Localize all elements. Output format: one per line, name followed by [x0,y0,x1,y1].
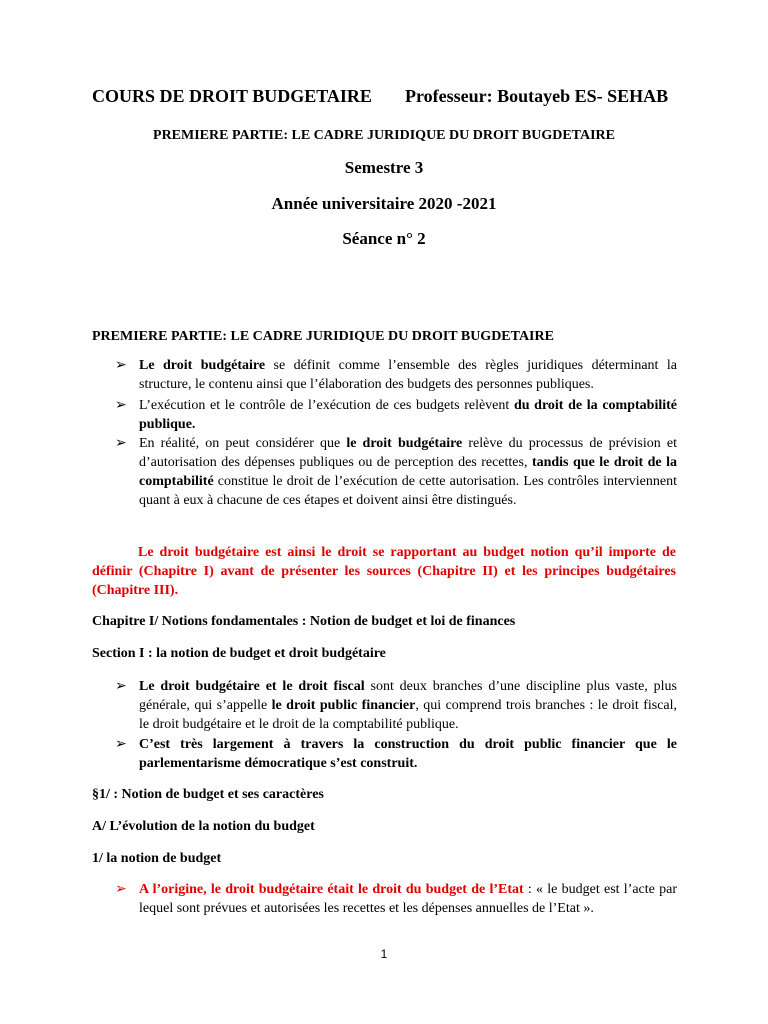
arrow-bullet-icon: ➢ [115,436,127,451]
page-number: 1 [380,947,388,961]
section-heading: Section I : la notion de budget et droit budgétaire [92,646,386,661]
bold-term: du droit de la comptabilité publique. [139,398,677,432]
list-item [115,677,677,734]
list-item [115,396,677,434]
bold-term: le droit budgétaire [346,436,463,451]
course-title: COURS DE DROIT BUDGETAIRE [92,86,372,106]
arrow-bullet-icon: ➢ [115,737,127,752]
part-title: PREMIERE PARTIE: LE CADRE JURIDIQUE DU DROIT BUGDETAIRE [92,329,554,344]
arrow-bullet-icon: ➢ [115,358,127,373]
text-run: sont deux branches d’une discipline plus vaste, plus générale, qui s’appelle [139,679,677,713]
bold-term: Le droit budgétaire et le droit fiscal [139,679,365,694]
chapter-heading: Chapitre I/ Notions fondamentales : Notion de budget et loi de finances [92,614,516,629]
arrow-bullet-icon: ➢ [115,679,127,694]
text-run: En réalité, on peut considérer que [139,436,347,451]
bold-term: le droit public financier [271,698,416,713]
text-run: L’exécution et le contrôle de l’exécution de ces budgets relèvent [139,398,514,413]
academic-year: Année universitaire 2020 -2021 [271,194,497,213]
session-number: Séance n° 2 [342,229,426,248]
part-heading: PREMIERE PARTIE: LE CADRE JURIDIQUE DU DROIT BUGDETAIRE [153,128,615,143]
list-item [115,735,677,773]
subsection-heading: A/ L’évolution de la notion du budget [92,819,315,834]
subsection-heading: 1/ la notion de budget [92,851,222,866]
red-term: A l’origine, le droit budgétaire était le droit du budget de l’Etat [139,882,524,897]
bold-term: tandis que le droit de la comptabilité [139,455,677,489]
arrow-bullet-icon: ➢ [115,882,127,897]
list-item [115,880,677,918]
paragraph-heading: §1/ : Notion de budget et ses caractères [92,787,324,802]
list-item [115,356,677,394]
professor-name: Professeur: Boutayeb ES- SEHAB [405,86,669,106]
arrow-bullet-icon: ➢ [115,398,127,413]
highlighted-paragraph: Le droit budgétaire est ainsi le droit se rapportant au budget notion qu’il importe de définir (Chapitre I) avant de présenter les sources (Chapitre II) et les principes budgétaires (Chapitre III). [92,545,676,598]
semester: Semestre 3 [344,158,424,177]
text-run: se définit comme l’ensemble des règles juridiques déterminant la structure, le contenu ainsi que l’élaboration des budgets des personnes publiques. [139,358,677,392]
text-run: constitue le droit de l’exécution de cette autorisation. Les contrôles interviennent quant à eux à chacune de ces étapes et doivent ainsi être distingués. [139,474,677,508]
list-item [115,434,677,510]
bold-term: Le droit budgétaire [139,358,266,373]
text-run: , qui comprend trois branches : le droit fiscal, le droit budgétaire et le droit de la comptabilité publique. [139,698,678,732]
bold-term: C’est très largement à travers la construction du droit public financier que le parlementarisme démocratique s’est construit. [139,737,677,771]
text-run: relève du processus de prévision et d’autorisation des dépenses publiques ou de perception des recettes, [139,436,677,470]
text-run: : « le budget est l’acte par lequel sont prévues et autorisées les recettes et les dépenses annuelles de l’Etat ». [139,882,677,916]
